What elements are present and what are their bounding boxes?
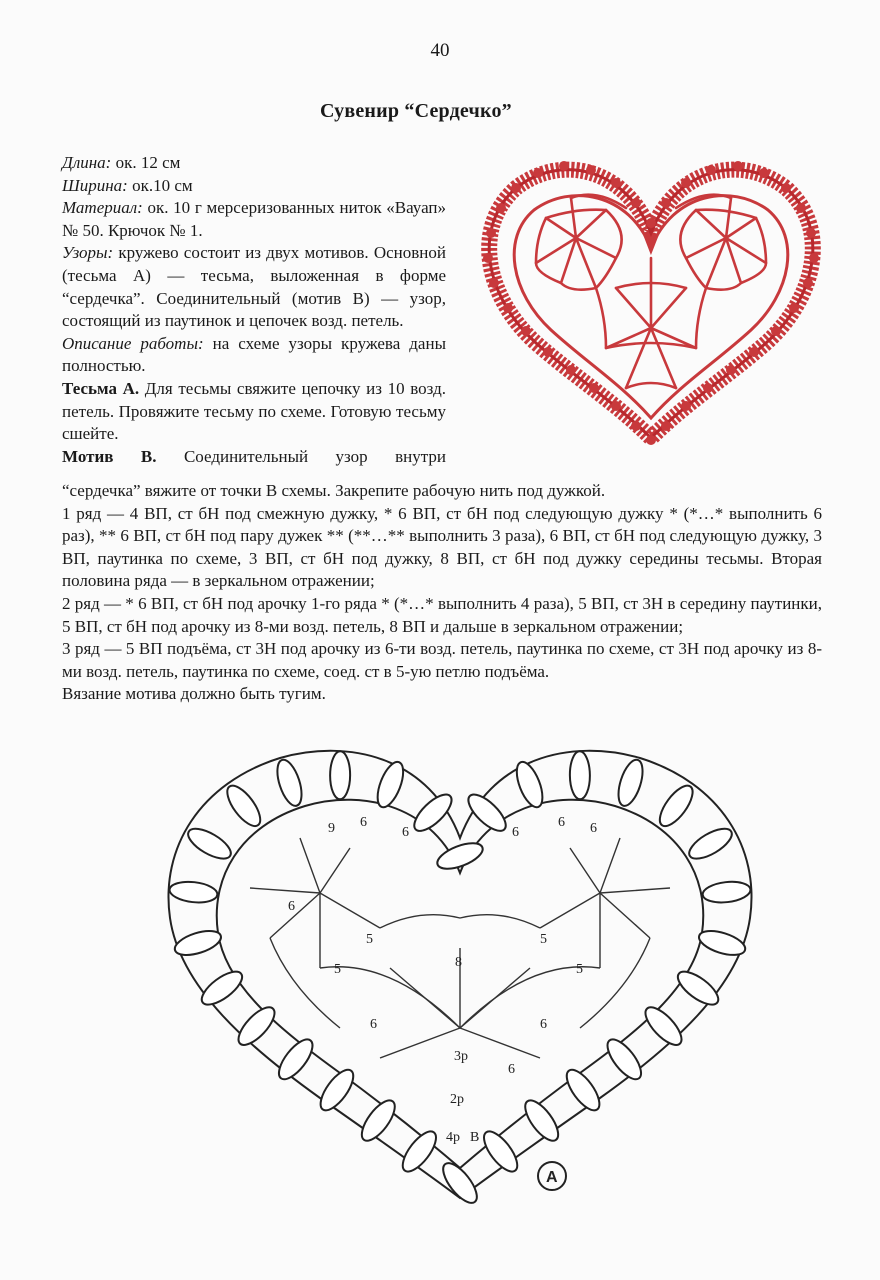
diagram-label-a: А	[546, 1169, 558, 1186]
tape-lobe	[434, 838, 486, 874]
diagram-num: 6	[540, 1017, 547, 1032]
tape-lobe	[315, 1065, 359, 1116]
diagram-num: 6	[402, 825, 409, 840]
spec-description-label: Описание работы:	[62, 333, 204, 353]
tape-lobe	[221, 781, 266, 831]
instructions-body	[62, 480, 822, 706]
tape-lobe	[437, 1158, 482, 1208]
tape-lobe	[172, 926, 224, 960]
tape-lobe	[409, 789, 457, 837]
tape-lobe	[233, 1002, 280, 1051]
tape-lobe	[561, 1065, 605, 1116]
spec-description-value: на схеме узоры кружева даны полностью.	[62, 333, 446, 376]
page-number: 40	[430, 40, 450, 61]
spec-patterns	[62, 242, 446, 332]
spec-material	[62, 197, 446, 242]
tape-lobe	[702, 879, 752, 904]
tape-lobe	[197, 966, 247, 1011]
spec-width	[62, 175, 446, 198]
spec-material-label: Материал:	[62, 198, 143, 218]
tape-lobe	[463, 789, 511, 837]
tape-lobe	[673, 966, 723, 1011]
tape-lobe	[512, 759, 548, 811]
row-2: 2 ряд — * 6 ВП, ст бН под арочку 1-го ряда * (*…* выполнить 4 раза), 5 ВП, ст 3Н в середину паутинки, 5 ВП, ст бН под арочку из 8-ми возд. петель, 8 ВП и дальше в зеркальном отражении;	[62, 593, 822, 636]
final-note: Вязание мотива должно быть тугим.	[62, 684, 326, 704]
motif-b-text-start: Соединительный узор внутри	[156, 446, 446, 466]
diagram-label-b: В	[470, 1130, 480, 1145]
motif-b-paragraph	[62, 446, 446, 469]
tape-lobe	[184, 823, 236, 864]
spec-length	[62, 152, 446, 175]
spec-length-label: Длина:	[62, 153, 112, 172]
tape-lobe	[602, 1034, 647, 1084]
tape-lobe	[330, 751, 350, 799]
diagram-num: 8	[455, 955, 462, 970]
diagram-num: 6	[508, 1062, 515, 1077]
diagram-num: 2р	[450, 1092, 464, 1107]
tape-a-label: Тесьма А.	[62, 378, 140, 398]
diagram-num: 6	[512, 825, 519, 840]
diagram-num: 4р	[446, 1130, 460, 1145]
spec-patterns-label: Узоры:	[62, 243, 114, 263]
spec-width-label: Ширина:	[62, 175, 128, 195]
motif-b-label: Мотив В.	[62, 446, 157, 466]
tape-lobe	[654, 781, 699, 832]
spec-patterns-value: кружево состоит из двух мотивов. Основной (тесьма А) — тесьма, выложенная в форме “сердечка”. Соединительный (мотив В) — узор, состоящий из паутинок и цепочек возд. петель.	[62, 243, 446, 331]
page-title: Сувенир “Сердечко”	[320, 100, 512, 122]
tape-lobe	[696, 926, 748, 959]
row-1: 1 ряд — 4 ВП, ст бН под смежную дужку, * 6 ВП, ст бН под следующую дужку * (*…* выполнить 6 раз), ** 6 ВП, ст бН под пару дужек ** (**…** выполнить 3 раза), 6 ВП, ст бН под следующую дужку, 3 ВП, паутинка по схеме, 3 ВП, ст бН под дужку, 8 ВП, ст бН под дужку середины тесьмы. Вторая половина ряда — в зеркальном отражении;	[62, 503, 822, 591]
diagram-num: 6	[360, 815, 367, 830]
tape-lobe	[168, 880, 218, 905]
diagram-num: 6	[590, 821, 597, 836]
tape-lobe	[614, 757, 648, 809]
spec-width-value: ок.10 см	[127, 175, 193, 195]
diagram-num: 5	[540, 932, 547, 947]
diagram-num: 3р	[454, 1049, 468, 1064]
diagram-num: 6	[370, 1017, 377, 1032]
diagram-num: 5	[576, 962, 583, 977]
tape-lobe	[372, 759, 408, 811]
tape-lobe	[273, 1034, 318, 1084]
tape-lobe	[685, 823, 737, 865]
spec-length-value: ок. 12 см	[111, 153, 181, 172]
diagram-num: 6	[288, 899, 295, 914]
tape-a-text: Для тесьмы свяжите цепочку из 10 возд. петель. Провяжите тесьму по схеме. Готовую тесьму сшейте.	[62, 378, 446, 444]
spec-material-value: ок. 10 г мерсеризованных ниток «Вауап» № 50. Крючок № 1.	[62, 198, 446, 240]
diagram-num: 5	[334, 962, 341, 977]
row-3: 3 ряд — 5 ВП подъёма, ст 3Н под арочку из 6-ти возд. петель, паутинка по схеме, ст 3Н под арочку из 8-ми возд. петель, паутинка по схеме, соед. ст в 5-ую петлю подъёма.	[62, 639, 822, 681]
motif-b-continuation: “сердечка” вяжите от точки В схемы. Закрепите рабочую нить под дужкой.	[62, 481, 606, 500]
diagram-num: 6	[558, 815, 565, 830]
tape-lobe	[570, 751, 590, 799]
diagram-num: 5	[366, 932, 373, 947]
diagram-num: 9	[328, 821, 335, 836]
tape-a-paragraph	[62, 378, 446, 446]
crochet-diagram	[120, 728, 800, 1208]
tape-lobe	[640, 1002, 687, 1051]
tape-lobe	[273, 757, 307, 809]
lace-heart-photo	[466, 138, 836, 458]
spec-block	[62, 152, 446, 468]
spec-description	[62, 333, 446, 378]
